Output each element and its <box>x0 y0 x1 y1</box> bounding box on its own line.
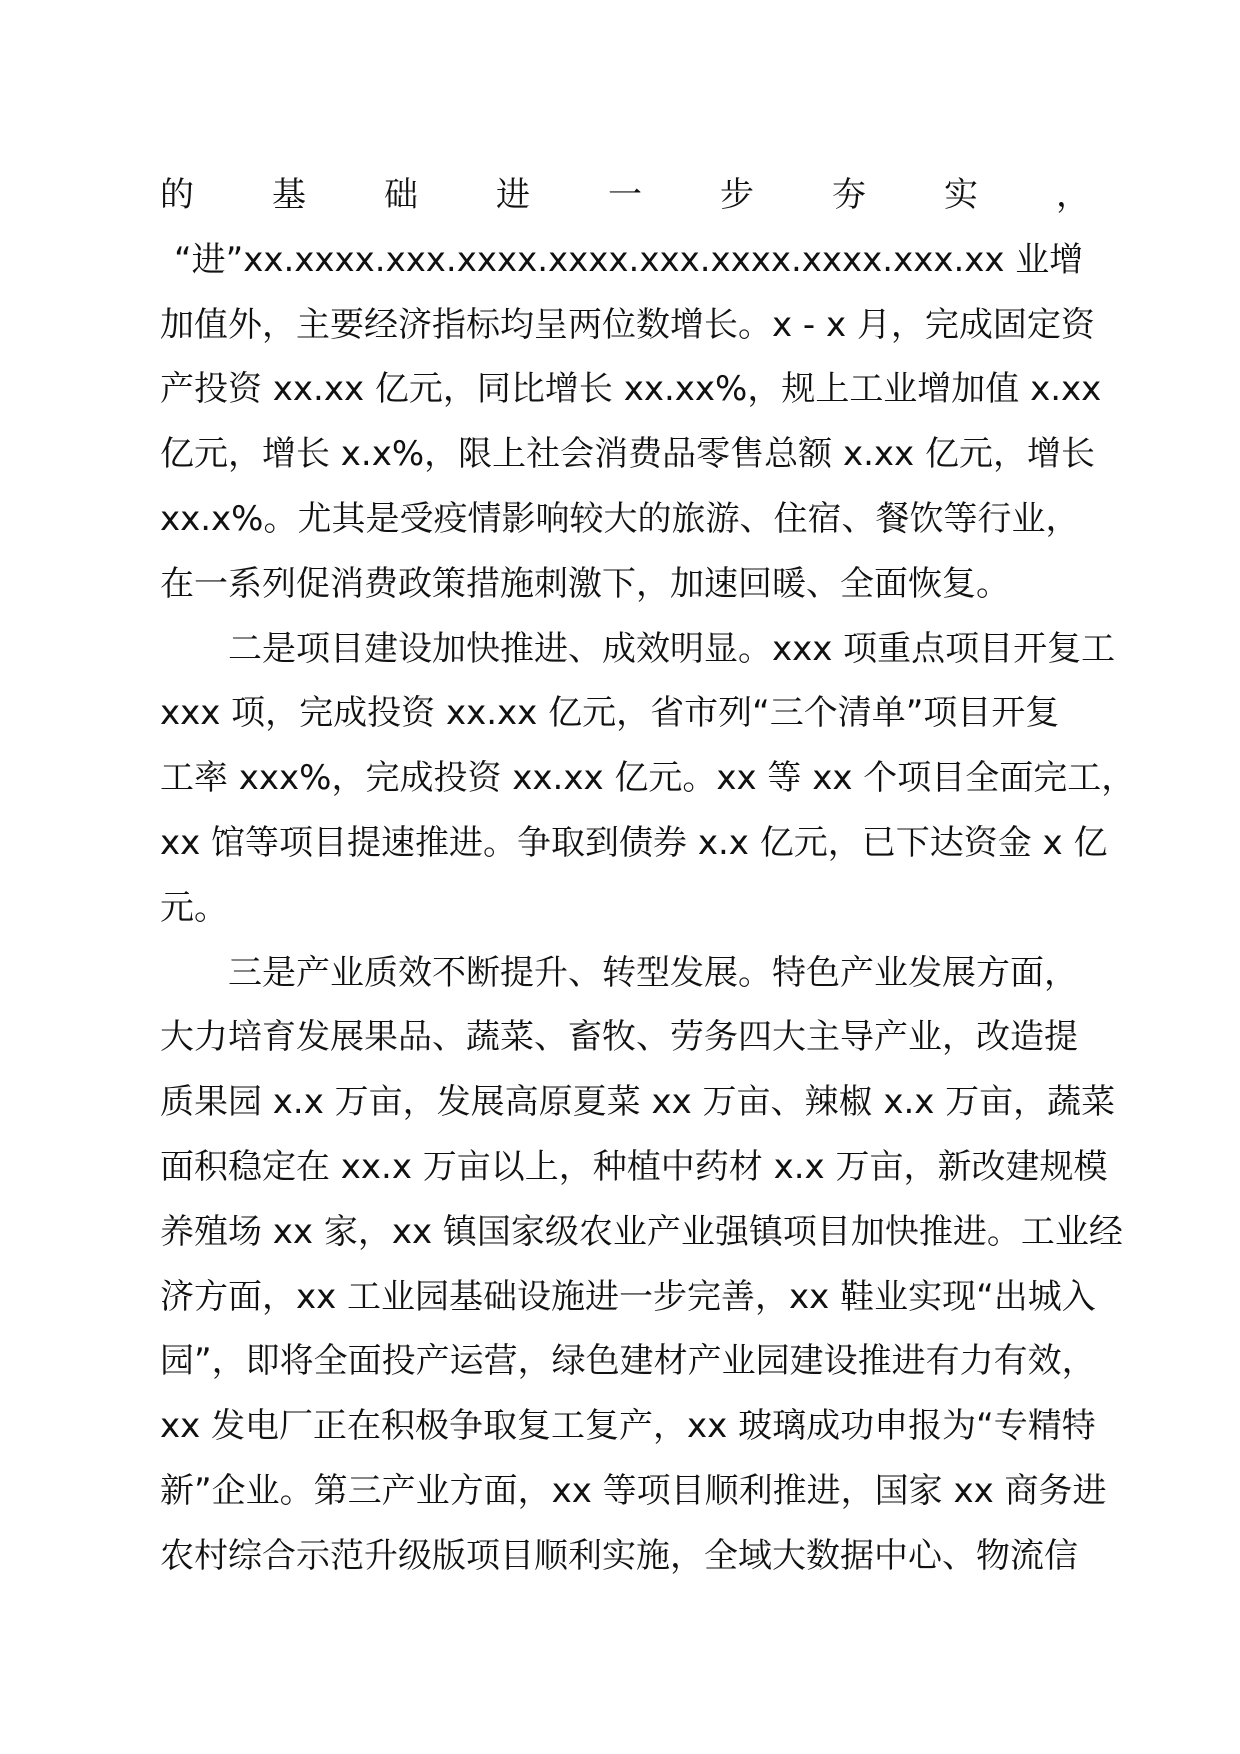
paragraph-1-line-6: xx.x%。尤其是受疫情影响较大的旅游、住宿、餐饮等行业， <box>160 498 1080 539</box>
paragraph-3-line-1: 三是产业质效不断提升、转型发展。特色产业发展方面， <box>228 952 1078 993</box>
paragraph-3-line-7: 园”，即将全面投产运营，绿色建材产业园建设推进有力有效， <box>160 1341 1096 1382</box>
char: ， <box>1056 175 1090 215</box>
paragraph-3-line-8: xx 发电厂正在积极争取复工复产，xx 玻璃成功申报为“专精特 <box>160 1406 1096 1447</box>
char: 础 <box>384 175 418 215</box>
char: 的 <box>160 175 194 215</box>
char: 进 <box>496 175 530 215</box>
paragraph-2-line-4: xx 馆等项目提速推进。争取到债券 x.x 亿元，已下达资金 x 亿 <box>160 822 1108 863</box>
paragraph-1-line-4: 产投资 xx.xx 亿元，同比增长 xx.xx%，规上工业增加值 x.xx <box>160 369 1102 410</box>
paragraph-2-line-1: 二是项目建设加快推进、成效明显。xxx 项重点项目开复工 <box>228 628 1116 669</box>
char: 基 <box>272 175 306 215</box>
char: 夯 <box>832 175 866 215</box>
paragraph-1-line-3: 加值外，主要经济指标均呈两位数增长。x - x 月，完成固定资 <box>160 304 1095 345</box>
paragraph-1-line-2: “进”xx.xxxx.xxx.xxxx.xxxx.xxx.xxxx.xxxx.xxx.xx 业增 <box>174 239 1084 280</box>
paragraph-3-line-5: 养殖场 xx 家，xx 镇国家级农业产业强镇项目加快推进。工业经 <box>160 1211 1123 1252</box>
paragraph-3-line-2: 大力培育发展果品、蔬菜、畜牧、劳务四大主导产业，改造提 <box>160 1017 1078 1058</box>
paragraph-2-line-2: xxx 项，完成投资 xx.xx 亿元，省市列“三个清单”项目开复 <box>160 693 1060 734</box>
paragraph-2-line-3: 工率 xxx%，完成投资 xx.xx 亿元。xx 等 xx 个项目全面完工， <box>160 758 1136 799</box>
paragraph-1-line-7: 在一系列促消费政策措施刺激下，加速回暖、全面恢复。 <box>160 563 1010 604</box>
paragraph-3-line-3: 质果园 x.x 万亩，发展高原夏菜 xx 万亩、辣椒 x.x 万亩，蔬菜 <box>160 1082 1116 1123</box>
paragraph-3-line-10: 农村综合示范升级版项目顺利实施，全域大数据中心、物流信 <box>160 1535 1078 1576</box>
char: 步 <box>720 175 754 215</box>
document-body <box>160 163 1136 1589</box>
paragraph-2-line-5: 元。 <box>160 887 228 928</box>
paragraph-3-line-4: 面积稳定在 xx.x 万亩以上，种植中药材 x.x 万亩，新改建规模 <box>160 1146 1108 1187</box>
paragraph-1-line-5: 亿元，增长 x.x%，限上社会消费品零售总额 x.xx 亿元，增长 <box>160 434 1095 475</box>
char: 实 <box>944 175 978 215</box>
paragraph-1-line-1 <box>160 163 1090 228</box>
paragraph-3-line-6: 济方面，xx 工业园基础设施进一步完善，xx 鞋业实现“出城入 <box>160 1276 1096 1317</box>
char: 一 <box>608 175 642 215</box>
paragraph-3-line-9: 新”企业。第三产业方面，xx 等项目顺利推进，国家 xx 商务进 <box>160 1470 1107 1511</box>
